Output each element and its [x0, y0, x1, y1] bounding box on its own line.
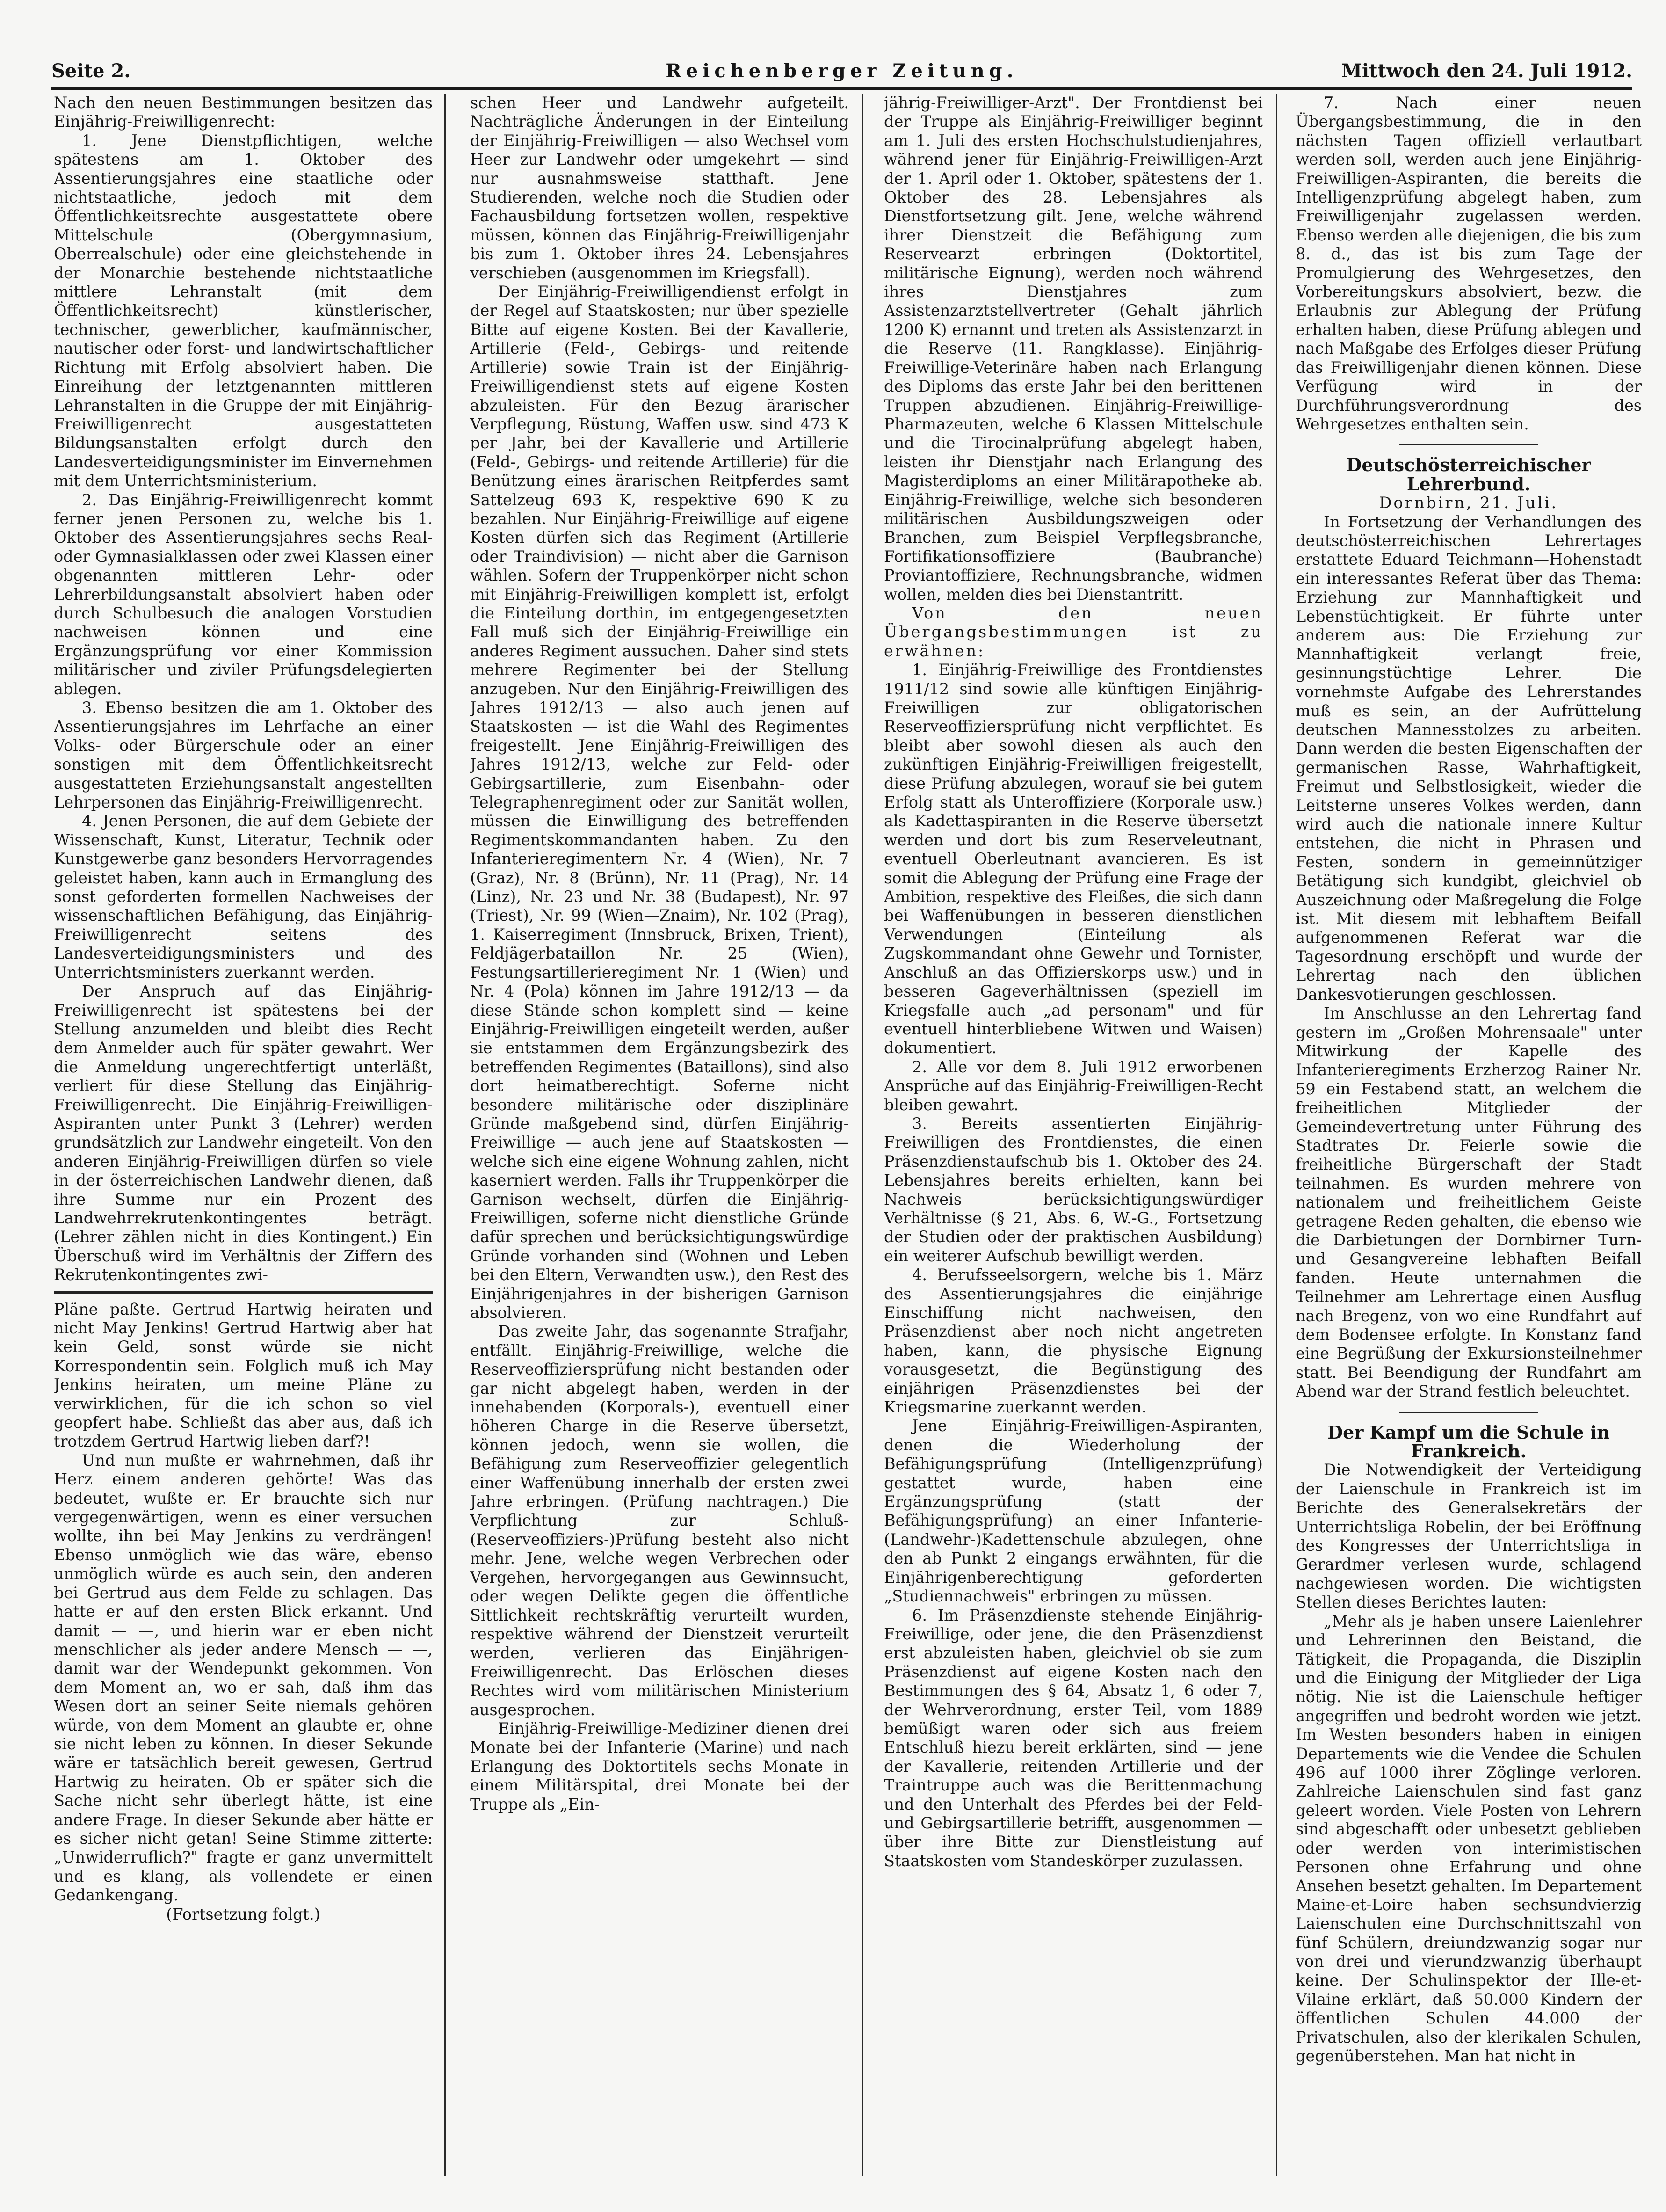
column-divider [862, 94, 863, 2176]
article-paragraph: 4. Jenen Personen, die auf dem Gebiete der Wissenschaft, Kunst, Literatur, Technik oder Kunstgewerbe ganz besonders Hervorragendes geleistet haben, kann auch in Ermanglung des sonst geforderten formellen Nachweises der wissenschaftlichen Befähigung, das Einjährig-Freiwilligenrecht seitens des Landesverteidigungsministers und des Unterrichtsministers zuerkannt werden. [54, 812, 433, 982]
column-divider [1276, 94, 1277, 2176]
column-divider [444, 94, 446, 2176]
article-paragraph: 1. Jene Dienstpflichtigen, welche spätestens am 1. Oktober des Assentierungsjahres eine staatliche oder nichtstaatliche, jedoch mit dem Öffentlichkeitsrechte ausgestattete obere Mittelschule (Obergymnasium, Oberrealschule) oder eine gleichstehende in der Monarchie bestehende nichtstaatliche mittlere Lehranstalt (mit dem Öffentlichkeitsrecht) künstlerischer, technischer, gewerblicher, kaufmännischer, nautischer oder forst- und landwirtschaftlicher Richtung mit Erfolg absolviert haben. Die Einreihung der letztgenannten mittleren Lehranstalten in die Gruppe der mit Einjährig-Freiwilligenrecht ausgestatteten Bildungsanstalten erfolgt durch den Landesverteidigungsminister im Einvernehmen mit dem Unterrichtsministerium. [54, 131, 433, 490]
section-heading: Deutschösterreichischer Lehrerbund. [1346, 454, 1591, 495]
newspaper-title: Reichenberger Zeitung. [666, 60, 1018, 82]
article-paragraph: Das zweite Jahr, das sogenannte Strafjahr, entfällt. Einjährig-Freiwillige, welche die Reserveoffiziersprüfung nicht bestanden oder gar nicht abgelegt haben, werden in der innehabenden (Korporals-), eventuell einer höheren Charge in die Reserve übersetzt, können jedoch, wenn sie wollen, die Befähigung zum Reserveoffizier gelegentlich einer Waffenübung innerhalb der ersten zwei Jahre erbringen. (Prüfung nachtragen.) Die Verpflichtung zur Schluß-(Reserveoffiziers-)Prüfung besteht also nicht mehr. Jene, welche wegen Verbrechen oder Vergehen, hervorgegangen aus Gewinnsucht, oder wegen Delikte gegen die öffentliche Sittlichkeit rechtskräftig verurteilt wurden, respektive während der Dienstzeit verurteilt werden, verlieren das Einjährigen-Freiwilligenrecht. Das Erlöschen dieses Rechtes wird vom militärischen Ministerium ausgesprochen. [470, 1322, 849, 1719]
article-paragraph: Der Einjährig-Freiwilligendienst erfolgt in der Regel auf Staatskosten; nur über spezielle Bitte auf eigene Kosten. Bei der Kavallerie, Artillerie (Feld-, Gebirgs- und reitende Artillerie) sowie Train ist der Einjährig-Freiwilligendienst stets auf eigene Kosten abzuleisten. Für den Bezug ärarischer Verpflegung, Rüstung, Waffen usw. sind 473 K per Jahr, bei der Kavallerie und Artillerie (Feld-, Gebirgs- und reitende Artillerie) für die Benützung eines ärarischen Reitpferdes samt Sattelzeug 693 K, respektive 690 K zu bezahlen. Nur Einjährig-Freiwillige auf eigene Kosten dürfen sich das Regiment (Artillerie oder Traindivision) — nicht aber die Garnison wählen. Sofern der Truppenkörper nicht schon mit Einjährig-Freiwilligen komplett ist, erfolgt die Einteilung dorthin, im entgegengesetzten Fall muß sich der Einjährig-Freiwillige ein anderes Regiment aussuchen. Daher sind stets mehrere Regimenter bei der Stellung anzugeben. Nur den Einjährig-Freiwilligen des Jahres 1912/13 — also auch jenen auf Staatskosten — ist die Wahl des Regimentes freigestellt. Jene Einjährig-Freiwilligen des Jahres 1912/13, welche zur Feld- oder Gebirgsartillerie, zum Eisenbahn- oder Telegraphenregiment oder zur Sanität wollen, müssen die Einwilligung des betreffenden Regimentskommandanten haben. Zu den Infanterieregimentern Nr. 4 (Wien), Nr. 7 (Graz), Nr. 8 (Brünn), Nr. 11 (Prag), Nr. 14 (Linz), Nr. 23 und Nr. 38 (Budapest), Nr. 97 (Triest), Nr. 99 (Wien—Znaim), Nr. 102 (Prag), 1. Kaiserregiment (Innsbruck, Brixen, Trient), Feldjägerbataillon Nr. 25 (Wien), Festungsartillerieregiment Nr. 1 (Wien) und Nr. 4 (Pola) können im Jahre 1912/13 — da diese Stände schon komplett sind — keine Einjährig-Freiwilligen eingeteilt werden, außer sie entstammen dem Ergänzungsbezirk des betreffenden Regimentes (Bataillons), sind also dort heimatberechtigt. Soferne nicht besondere militärische oder disziplinäre Gründe maßgebend sind, dürfen Einjährig-Freiwillige — auch jene auf Staatskosten — welche sich eine eigene Wohnung zahlen, nicht kaserniert werden. Falls ihr Truppenkörper die Garnison wechselt, dürfen die Einjährig-Freiwilligen, soferne nicht dienstliche Gründe dafür sprechen und berücksichtigungswürdige Gründe vorhanden sind (Wohnen und Leben bei den Eltern, Verwandten usw.), den Rest des Einjährigenjahres in der bisherigen Garnison absolvieren. [470, 283, 849, 1322]
article-paragraph: 6. Im Präsenzdienste stehende Einjährig-Freiwillige, oder jene, die den Präsenzdienst erst abzuleisten haben, gleichviel ob sie zum Präsenzdienst auf eigene Kosten nach den Bestimmungen des § 64, Absatz 1, 6 oder 7, der Wehrverordnung, erster Teil, vom 1889 bemüßigt waren oder sich aus freiem Entschluß hiezu bereit erklärten, sind — jene der Kavallerie, reitenden Artillerie und der Traintruppe auch was die Berittenmachung und den Unterhalt des Pferdes bei der Feld- und Gebirgsartillerie betrifft, ausgenommen — über ihre Bitte zur Dienstleistung auf Staatskosten vom Standeskörper zuzulassen. [884, 1606, 1263, 1870]
article-paragraph: In Fortsetzung der Verhandlungen des deutschösterreichischen Lehrertages erstattete Eduard Teichmann—Hohenstadt ein interessantes Referat über das Thema: Erziehung zur Mannhaftigkeit und Lebenstüchtigkeit. Er führte unter anderem aus: Die Erziehung zur Mannhaftigkeit verlangt freie, gesinnungstüchtige Lehrer. Die vornehmste Aufgabe des Lehrerstandes muß es sein, an der Aufrüttelung deutschen Mannesstolzes zu arbeiten. Dann werden die besten Eigenschaften der germanischen Rasse, Wahrhaftigkeit, Freimut und Selbstlosigkeit, wieder die Leitsterne unseres Volkes werden, dann wird auch die nationale innere Kultur entstehen, die nicht in Phrasen und Festen, sondern in gemeinnütziger Betätigung sich kundgibt, gleichviel ob Auszeichnung oder Maßregelung die Folge ist. Mit diesem mit lebhaftem Beifall aufgenommenen Referat war die Tagesordnung erschöpft und wurde der Lehrertag nach den üblichen Dankesvotierungen geschlossen. [1296, 512, 1642, 1004]
column-3 [884, 94, 1263, 2176]
article-paragraph: 7. Nach einer neuen Übergangsbestimmung, die in den nächsten Tagen offiziell verlautbart werden soll, werden auch jene Einjährig-Freiwilligen-Aspiranten, die bereits die Intelligenzprüfung abgelegt haben, zum Freiwilligenjahr zugelassen werden. Ebenso werden alle diejenigen, die bis zum 8. d., das ist bis zum Tage der Promulgierung des Wehrgesetzes, den Vorbereitungskurs absolviert, bezw. die Erlaubnis zur Ablegung der Prüfung erhalten haben, diese Prüfung ablegen und nach Maßgabe des Erfolges dieser Prüfung das Freiwilligenjahr dienen können. Diese Verfügung wird in der Durchführungsverordnung des Wehrgesetzes enthalten sein. [1296, 94, 1642, 433]
article-paragraph: Nach den neuen Bestimmungen besitzen das Einjährig-Freiwilligenrecht: [54, 94, 433, 131]
novel-paragraph: Und nun mußte er wahrnehmen, daß ihr Herz einem anderen gehörte! Was das bedeutet, wußte er. Er brauchte sich nur vergegenwärtigen, wenn es einer versuchen wollte, ihn bei May Jenkins zu verdrängen! Ebenso unmöglich wie das wäre, ebenso unmöglich würde es auch sein, den anderen bei Gertrud aus dem Felde zu schlagen. Das hatte er auf den ersten Blick erkannt. Und damit — —, und hierin war er eben nicht menschlicher als jeder andere Mensch — —, damit war der Wendepunkt gekommen. Von dem Moment an, wo er sah, daß ihm das Wesen dort an seiner Seite niemals gehören würde, von dem Moment an glaubte er, ohne sie nicht leben zu können. In dieser Sekunde wäre er tatsächlich bereit gewesen, Gertrud Hartwig zu heiraten. Ob er später sich die Sache nicht sehr überlegt hätte, ist eine andere Frage. In dieser Sekunde aber hätte er es sicher nicht getan! Seine Stimme zitterte: „Unwiderruflich?" fragte er ganz unvermittelt und es klang, als vollendete er einen Gedankengang. [54, 1451, 433, 1905]
article-paragraph: „Mehr als je haben unsere Laienlehrer und Lehrerinnen den Beistand, die Tätigkeit, die Propaganda, die Disziplin und die Einigung der Mitglieder der Liga nötig. Nie ist die Laienschule heftiger angegriffen und bedroht worden wie jetzt. Im Westen besonders haben in einigen Departements wie die Vendee die Schulen 496 auf 1000 ihrer Zöglinge verloren. Zahlreiche Laienschulen sind fast ganz geleert worden. Viele Posten von Lehrern sind abgeschafft oder unbesetzt geblieben oder werden von interimistischen Personen ohne Erfahrung und ohne Ansehen besetzt gehalten. Im Departement Maine-et-Loire haben sechsundvierzig Laienschulen eine Durchschnittszahl von fünf Schülern, dreiundzwanzig sogar nur von drei und vierundzwanzig überhaupt keine. Der Schulinspektor der Ille-et-Vilaine erklärt, daß 50.000 Kindern der öffentlichen Schulen 44.000 der Privatschulen, also der klerikalen Schulen, gegenüberstehen. Man hat nicht in [1296, 1612, 1642, 2066]
article-paragraph: Von den neuen Übergangsbestimmungen ist zu erwähnen: [884, 604, 1263, 660]
article-paragraph: Einjährig-Freiwillige-Mediziner dienen drei Monate bei der Infanterie (Marine) und nach Erlangung des Doktortitels sechs Monate in einem Militärspital, drei Monate bei der Truppe als „Ein- [470, 1719, 849, 1813]
column-2 [470, 94, 849, 2176]
section-divider [1399, 444, 1538, 445]
column-4 [1296, 94, 1642, 2176]
article-paragraph: 3. Ebenso besitzen die am 1. Oktober des Assentierungsjahres im Lehrfache an einer Volks- oder Bürgerschule oder an einer sonstigen mit dem Öffentlichkeitsrecht ausgestatteten Erziehungsanstalt angestellten Lehrpersonen das Einjährig-Freiwilligenrecht. [54, 699, 433, 812]
column-1 [54, 94, 433, 2166]
dateline: Dornbirn, 21. Juli. [1379, 494, 1558, 512]
article-paragraph: Die Notwendigkeit der Verteidigung der Laienschule in Frankreich ist im Berichte des Generalsekretärs der Unterrichtsliga Robelin, der bei Eröffnung des Kongresses der Unterrichtsliga in Gerardmer verlesen wurde, schlagend nachgewiesen worden. Die wichtigsten Stellen dieses Berichtes lauten: [1296, 1461, 1642, 1612]
novel-paragraph: Pläne paßte. Gertrud Hartwig heiraten und nicht May Jenkins! Gertrud Hartwig aber hat kein Geld, sonst würde sie nicht Korrespondentin sein. Folglich muß ich May Jenkins heiraten, um meine Pläne zu verwirklichen, für die ich schon so viel geopfert habe. Schließt das aber aus, daß ich trotzdem Gertrud Hartwig lieben darf?! [54, 1300, 433, 1451]
section-heading: Der Kampf um die Schule in Frankreich. [1327, 1421, 1610, 1462]
article-paragraph: Jene Einjährig-Freiwilligen-Aspiranten, denen die Wiederholung der Befähigungsprüfung (Intelligenzprüfung) gestattet wurde, haben eine Ergänzungsprüfung (statt der Befähigungsprüfung) an einer Infanterie-(Landwehr-)Kadettenschule abzulegen, ohne den ab Punkt 2 eingangs erwähnten, für die Einjährigenberechtigung geforderten „Studiennachweis" erbringen zu müssen. [884, 1417, 1263, 1606]
issue-date: Mittwoch den 24. Juli 1912. [1341, 60, 1632, 82]
continued-note: (Fortsetzung folgt.) [166, 1905, 320, 1923]
page-number: Seite 2. [51, 60, 131, 82]
article-paragraph: jährig-Freiwilliger-Arzt". Der Frontdienst bei der Truppe als Einjährig-Freiwilliger beginnt am 1. Juli des ersten Hochschulstudienjahres, während jener für Einjährig-Freiwilligen-Arzt der 1. April oder 1. Oktober, spätestens der 1. Oktober des 28. Lebensjahres als Dienstfortsetzung gilt. Jene, welche während ihrer Dienstzeit die Befähigung zum Reservearzt erbringen (Doktortitel, militärische Eignung), werden noch während ihres Dienstjahres zum Assistenzarztstellvertreter (Gehalt jährlich 1200 K) ernannt und treten als Assistenzarzt in die Reserve (11. Rangklasse). Einjährig-Freiwillige-Veterinäre haben nach Erlangung des Diploms das erste Jahr bei den berittenen Truppen abzudienen. Einjährig-Freiwillige-Pharmazeuten, welche 6 Klassen Mittelschule und die Tirocinalprüfung abgelegt haben, leisten ihr Dienstjahr nach Erlangung des Magisterdiploms an einer Militärapotheke ab. Einjährig-Freiwillige, welche sich besonderen militärischen Ausbildungszweigen oder Branchen, zum Beispiel Verpflegsbranche, Fortifikationsoffiziere (Baubranche) Proviantoffiziere, Rechnungsbranche, widmen wollen, melden dies bei Dienstantritt. [884, 94, 1263, 604]
article-paragraph: Im Anschlusse an den Lehrertag fand gestern im „Großen Mohrensaale" unter Mitwirkung der Kapelle des Infanterieregiments Erzherzog Rainer Nr. 59 ein Festabend statt, an welchem die freiheitlichen Mitglieder der Gemeindevertretung unter Führung des Stadtrates Dr. Feierle sowie die freiheitliche Bürgerschaft der Stadt teilnahmen. Es wurden mehrere von nationalem und freiheitlichem Geiste getragene Reden gehalten, die ebenso wie die Darbietungen der Dornbirner Turn- und Gesangvereine lebhaften Beifall fanden. Heute unternahmen die Teilnehmer am Lehrertage einen Ausflug nach Bregenz, von wo eine Rundfahrt auf dem Bodensee erfolgte. In Konstanz fand eine Begrüßung der Exkursionsteilnehmer statt. Bei Beendigung der Rundfahrt am Abend war der Strand festlich beleuchtet. [1296, 1004, 1642, 1401]
article-paragraph: schen Heer und Landwehr aufgeteilt. Nachträgliche Änderungen in der Einteilung der Einjährig-Freiwilligen — also Wechsel vom Heer zur Landwehr oder umgekehrt — sind nur ausnahmsweise statthaft. Jene Studierenden, welche noch die Studien oder Fachausbildung fortsetzen wollen, respektive müssen, können das Einjährig-Freiwilligenjahr bis zum 1. Oktober ihres 24. Lebensjahres verschieben (ausgenommen im Kriegsfall). [470, 94, 849, 282]
feuilleton-divider [54, 1291, 433, 1294]
article-paragraph: 2. Alle vor dem 8. Juli 1912 erworbenen Ansprüche auf das Einjährig-Freiwilligen-Recht bleiben gewahrt. [884, 1057, 1263, 1114]
article-paragraph: 4. Berufsseelsorgern, welche bis 1. März des Assentierungsjahres die einjährige Einschiffung nicht nachweisen, den Präsenzdienst aber noch nicht angetreten haben, kann, die physische Eignung vorausgesetzt, die Begünstigung des einjährigen Präsenzdienstes bei der Kriegsmarine zuerkannt werden. [884, 1266, 1263, 1417]
article-paragraph: 3. Bereits assentierten Einjährig-Freiwilligen des Frontdienstes, die einen Präsenzdienstaufschub bis 1. Oktober des 24. Lebensjahres bereits erhielten, kann bei Nachweis berücksichtigungswürdiger Verhältnisse (§ 21, Abs. 6, W.-G., Fortsetzung der Studien oder der praktischen Ausbildung) ein weiterer Aufschub bewilligt werden. [884, 1114, 1263, 1265]
header-divider [51, 87, 1632, 90]
article-paragraph: 1. Einjährig-Freiwillige des Frontdienstes 1911/12 sind sowie alle künftigen Einjährig-Freiwilligen zur obligatorischen Reserveoffiziersprüfung nicht verpflichtet. Es bleibt aber sowohl diesen als auch den zukünftigen Einjährig-Freiwilligen freigestellt, diese Prüfung abzulegen, worauf sie bei gutem Erfolg statt als Unteroffiziere (Korporale usw.) als Kadettaspiranten in die Reserve übersetzt werden und dort bis zum Reserveleutnant, eventuell Oberleutnant avancieren. Es ist somit die Ablegung der Prüfung eine Frage der Ambition, respektive des Fleißes, die sich dann bei Waffenübungen in besseren dienstlichen Verwendungen (Einteilung als Zugskommandant ohne Gewehr und Tornister, Anschluß an das Offizierskorps usw.) und in besseren Gageverhältnissen (speziell im Kriegsfalle auch „ad personam" und für eventuell hinterbliebene Witwen und Waisen) dokumentiert. [884, 661, 1263, 1057]
section-divider [1399, 1412, 1538, 1413]
article-paragraph: Der Anspruch auf das Einjährig-Freiwilligenrecht ist spätestens bei der Stellung anzumelden und bleibt dies Recht dem Anmelder auch für später gewahrt. Wer die Anmeldung ungerechtfertigt unterläßt, verliert für diese Stellung das Einjährig-Freiwilligenrecht. Die Einjährig-Freiwilligen-Aspiranten unter Punkt 3 (Lehrer) werden grundsätzlich zur Landwehr eingeteilt. Von den anderen Einjährig-Freiwilligen dürfen so viele in der österreichischen Landwehr dienen, daß ihre Summe nur ein Prozent des Landwehrrekrutenkontingentes beträgt. (Lehrer zählen nicht in dies Kontingent.) Ein Überschuß wird im Verhältnis der Ziffern des Rekrutenkontingentes zwi- [54, 982, 433, 1284]
article-paragraph: 2. Das Einjährig-Freiwilligenrecht kommt ferner jenen Personen zu, welche bis 1. Oktober des Assentierungsjahres sechs Real- oder Gymnasialklassen oder zwei Klassen einer obgenannten mittleren Lehr- oder Lehrerbildungsanstalt absolviert haben oder durch Schulbesuch die analogen Vorstudien nachweisen können und eine Ergänzungsprüfung vor einer Kommission militärischer und ziviler Prüfungsdelegierten ablegen. [54, 490, 433, 698]
